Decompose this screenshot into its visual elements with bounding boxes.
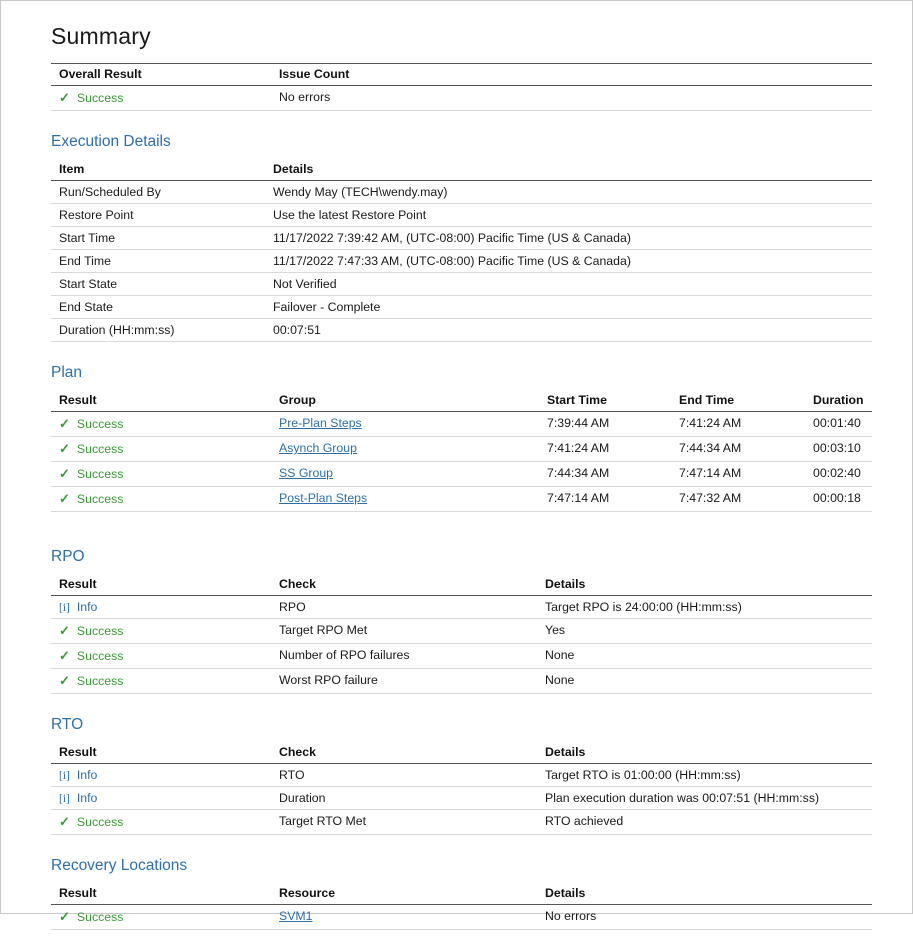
cell-check: RTO: [271, 764, 537, 787]
info-icon: [i]: [59, 793, 70, 805]
cell-resource: [271, 905, 537, 930]
column-header-resource: Resource: [271, 883, 537, 905]
column-header-result: Result: [51, 390, 271, 412]
cell-end-time: 7:47:14 AM: [671, 462, 805, 487]
cell-details: 11/17/2022 7:39:42 AM, (UTC-08:00) Pacific Time (US & Canada): [265, 227, 872, 250]
cell-group: [271, 412, 539, 437]
check-icon: ✓: [59, 814, 70, 829]
cell-item: Start Time: [51, 227, 265, 250]
cell-check: RPO: [271, 596, 537, 619]
section-title-execution-details: Execution Details: [51, 133, 171, 150]
cell-details: Wendy May (TECH\wendy.may): [265, 181, 872, 204]
info-icon: [i]: [59, 602, 70, 614]
table-header-row: [51, 390, 872, 412]
column-header-result: Result: [51, 742, 271, 764]
cell-details: None: [537, 644, 872, 669]
info-icon: [i]: [59, 770, 70, 782]
cell-end-time: 7:47:32 AM: [671, 487, 805, 512]
table-header-row: [51, 64, 872, 86]
table-row: [51, 764, 872, 787]
cell-start-time: 7:47:14 AM: [539, 487, 671, 512]
result-label: Success: [76, 492, 124, 506]
rto-table: [51, 742, 872, 835]
table-header-row: [51, 574, 872, 596]
column-header-details: Details: [537, 883, 872, 905]
cell-overall-result: [51, 86, 271, 111]
cell-duration: 00:00:18: [805, 487, 872, 512]
summary-table: [51, 64, 872, 111]
cell-duration: 00:01:40: [805, 412, 872, 437]
table-row: [51, 296, 872, 319]
table-row: [51, 644, 872, 669]
table-row: [51, 86, 872, 111]
table-row: [51, 273, 872, 296]
page-title: Summary: [51, 23, 151, 49]
cell-duration: 00:02:40: [805, 462, 872, 487]
column-header-item: Item: [51, 159, 265, 181]
table-row: [51, 319, 872, 342]
check-icon: ✓: [59, 491, 70, 506]
check-icon: ✓: [59, 623, 70, 638]
table-header-row: [51, 883, 872, 905]
column-header-issue-count: Issue Count: [271, 64, 872, 86]
result-label: Success: [76, 815, 124, 829]
result-label: Info: [76, 768, 98, 782]
cell-end-time: 7:41:24 AM: [671, 412, 805, 437]
cell-start-time: 7:41:24 AM: [539, 437, 671, 462]
plan-table: [51, 390, 872, 512]
check-icon: ✓: [59, 416, 70, 431]
cell-group: [271, 487, 539, 512]
section-title-recovery-locations: Recovery Locations: [51, 857, 188, 874]
execution-details-table: [51, 159, 872, 342]
result-label: Success: [76, 674, 124, 688]
cell-duration: 00:03:10: [805, 437, 872, 462]
cell-item: Run/Scheduled By: [51, 181, 265, 204]
table-row: [51, 462, 872, 487]
cell-group: [271, 437, 539, 462]
table-row: [51, 181, 872, 204]
cell-details: Yes: [537, 619, 872, 644]
cell-item: End State: [51, 296, 265, 319]
cell-details: RTO achieved: [537, 810, 872, 835]
cell-item: End Time: [51, 250, 265, 273]
result-label: Success: [76, 649, 124, 663]
column-header-end-time: End Time: [671, 390, 805, 412]
cell-check: Target RPO Met: [271, 619, 537, 644]
cell-result: [51, 905, 271, 930]
cell-check: Target RTO Met: [271, 810, 537, 835]
result-label: Success: [76, 624, 124, 638]
cell-end-time: 7:44:34 AM: [671, 437, 805, 462]
cell-check: Duration: [271, 787, 537, 810]
cell-result: [51, 487, 271, 512]
result-label: Success: [76, 467, 124, 481]
table-row: [51, 412, 872, 437]
report-page: [1, 1, 912, 940]
table-row: [51, 619, 872, 644]
column-header-check: Check: [271, 742, 537, 764]
group-link[interactable]: Asynch Group: [279, 441, 357, 455]
result-label: Success: [76, 910, 124, 924]
group-link[interactable]: Pre-Plan Steps: [279, 416, 362, 430]
cell-check: Worst RPO failure: [271, 669, 537, 694]
cell-result: [51, 437, 271, 462]
check-icon: ✓: [59, 90, 70, 105]
result-label: Success: [76, 442, 124, 456]
table-row: [51, 204, 872, 227]
group-link[interactable]: SS Group: [279, 466, 333, 480]
group-link[interactable]: Post-Plan Steps: [279, 491, 368, 505]
section-title-plan: Plan: [51, 364, 83, 381]
cell-start-time: 7:39:44 AM: [539, 412, 671, 437]
column-header-duration: Duration: [805, 390, 872, 412]
column-header-group: Group: [271, 390, 539, 412]
section-title-rpo: RPO: [51, 548, 85, 565]
section-spacer: [51, 512, 872, 526]
cell-details: Failover - Complete: [265, 296, 872, 319]
cell-result: [51, 810, 271, 835]
table-row: [51, 437, 872, 462]
check-icon: ✓: [59, 909, 70, 924]
cell-result: [51, 619, 271, 644]
column-header-details: Details: [537, 574, 872, 596]
cell-details: Target RTO is 01:00:00 (HH:mm:ss): [537, 764, 872, 787]
cell-start-time: 7:44:34 AM: [539, 462, 671, 487]
column-header-details: Details: [537, 742, 872, 764]
section-title-rto: RTO: [51, 716, 84, 733]
cell-issue-count: No errors: [271, 86, 872, 111]
cell-details: 11/17/2022 7:47:33 AM, (UTC-08:00) Pacific Time (US & Canada): [265, 250, 872, 273]
column-header-start-time: Start Time: [539, 390, 671, 412]
cell-result: [51, 412, 271, 437]
table-row: [51, 810, 872, 835]
cell-result: [51, 644, 271, 669]
cell-details: None: [537, 669, 872, 694]
column-header-result: Result: [51, 574, 271, 596]
table-row: [51, 596, 872, 619]
cell-details: Target RPO is 24:00:00 (HH:mm:ss): [537, 596, 872, 619]
table-header-row: [51, 159, 872, 181]
result-label: Success: [76, 91, 124, 105]
cell-result: [51, 764, 271, 787]
table-row: [51, 669, 872, 694]
cell-result: [51, 462, 271, 487]
cell-item: Restore Point: [51, 204, 265, 227]
cell-group: [271, 462, 539, 487]
cell-item: Start State: [51, 273, 265, 296]
column-header-overall-result: Overall Result: [51, 64, 271, 86]
cell-details: 00:07:51: [265, 319, 872, 342]
check-icon: ✓: [59, 441, 70, 456]
resource-link[interactable]: SVM1: [279, 909, 313, 923]
table-header-row: [51, 742, 872, 764]
check-icon: ✓: [59, 673, 70, 688]
recovery-locations-table: [51, 883, 872, 930]
table-row: [51, 487, 872, 512]
check-icon: ✓: [59, 466, 70, 481]
cell-result: [51, 669, 271, 694]
rpo-table: [51, 574, 872, 694]
table-row: [51, 905, 872, 930]
cell-check: Number of RPO failures: [271, 644, 537, 669]
result-label: Info: [76, 791, 98, 805]
column-header-check: Check: [271, 574, 537, 596]
check-icon: ✓: [59, 648, 70, 663]
cell-result: [51, 787, 271, 810]
table-row: [51, 787, 872, 810]
table-row: [51, 250, 872, 273]
table-row: [51, 227, 872, 250]
column-header-result: Result: [51, 883, 271, 905]
column-header-details: Details: [265, 159, 872, 181]
result-label: Success: [76, 417, 124, 431]
result-label: Info: [76, 600, 98, 614]
cell-item: Duration (HH:mm:ss): [51, 319, 265, 342]
cell-result: [51, 596, 271, 619]
cell-details: Not Verified: [265, 273, 872, 296]
cell-details: Plan execution duration was 00:07:51 (HH:mm:ss): [537, 787, 872, 810]
cell-details: No errors: [537, 905, 872, 930]
cell-details: Use the latest Restore Point: [265, 204, 872, 227]
